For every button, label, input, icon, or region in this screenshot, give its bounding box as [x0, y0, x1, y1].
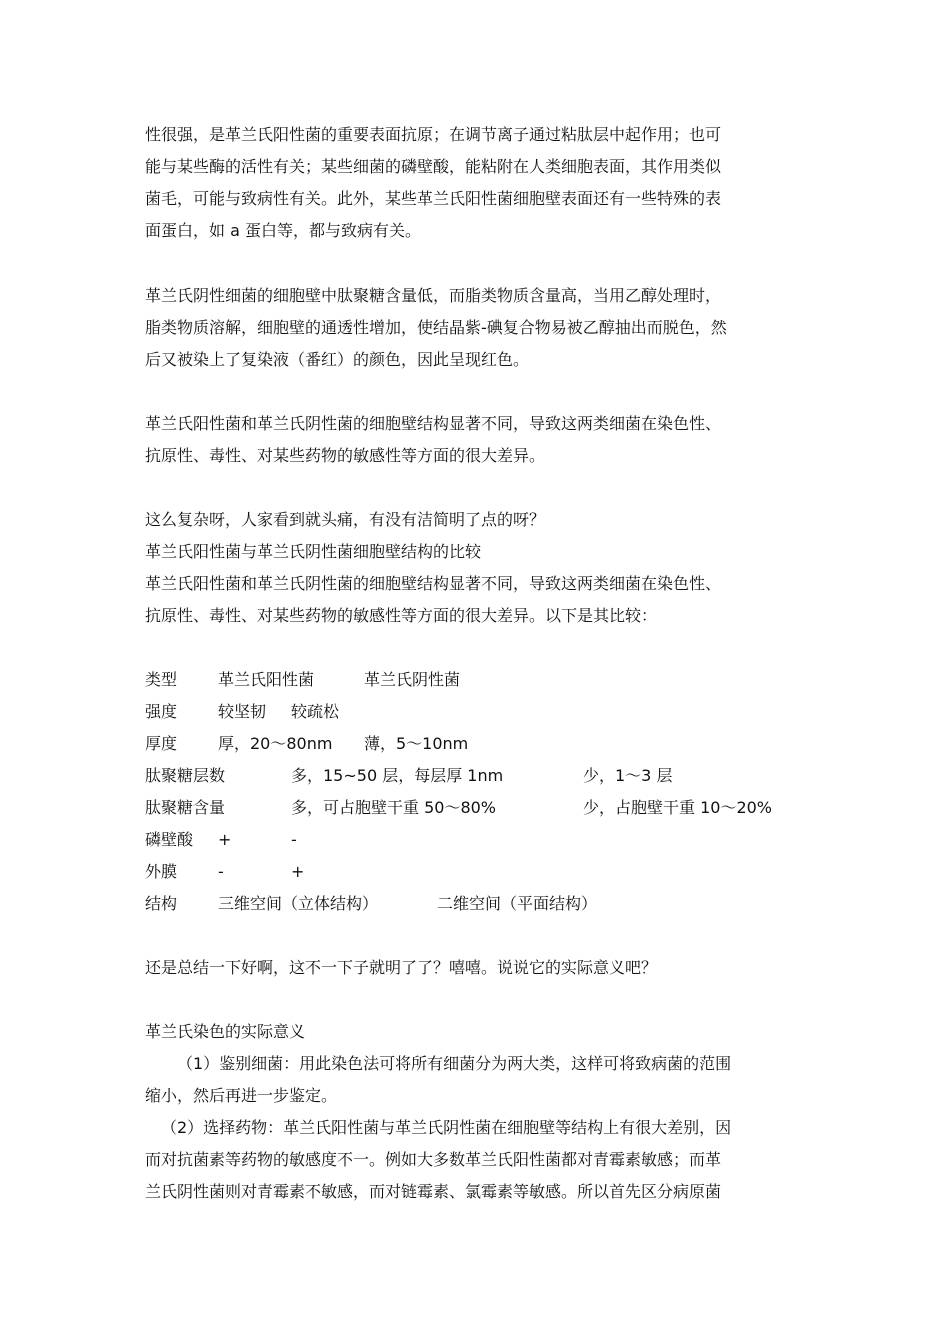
significance-line: 兰氏阴性菌则对青霉素不敏感，而对链霉素、氯霉素等敏感。所以首先区分病原菌 [145, 1182, 722, 1201]
gram-negative-value: 较疏松 [291, 702, 340, 721]
paragraph-1-line: 能与某些酶的活性有关；某些细菌的磷壁酸，能粘附在人类细胞表面，其作用类似 [145, 157, 722, 176]
significance-line: 缩小，然后再进一步鉴定。 [145, 1086, 338, 1105]
paragraph-3-line: 革兰氏阳性菌和革兰氏阴性菌的细胞壁结构显著不同，导致这两类细菌在染色性、 [145, 414, 722, 433]
row-label: 结构 [145, 894, 178, 913]
paragraph-4-line: 这么复杂呀，人家看到就头痛，有没有洁简明了点的呀？ [145, 510, 546, 529]
row-label: 肽聚糖含量 [145, 798, 226, 817]
paragraph-3-line: 抗原性、毒性、对某些药物的敏感性等方面的很大差异。 [145, 446, 546, 465]
section-heading: 革兰氏染色的实际意义 [145, 1022, 306, 1041]
significance-line: 而对抗菌素等药物的敏感度不一。例如大多数革兰氏阳性菌都对青霉素敏感；而革 [145, 1150, 722, 1169]
paragraph-4-line: 抗原性、毒性、对某些药物的敏感性等方面的很大差异。以下是其比较： [145, 606, 658, 625]
row-label: 外膜 [145, 862, 178, 881]
gram-positive-value: + [218, 830, 232, 849]
row-label: 肽聚糖层数 [145, 766, 226, 785]
row-label: 强度 [145, 702, 178, 721]
paragraph-1-line: 性很强，是革兰氏阳性菌的重要表面抗原；在调节离子通过粘肽层中起作用；也可 [145, 125, 722, 144]
row-label: 厚度 [145, 734, 178, 753]
row-label: 类型 [145, 670, 178, 689]
gram-positive-value: 较坚韧 [218, 702, 267, 721]
paragraph-2-line: 后又被染上了复染液（番红）的颜色，因此呈现红色。 [145, 350, 530, 369]
significance-line: （1）鉴别细菌：用此染色法可将所有细菌分为两大类，这样可将致病菌的范围 [177, 1054, 732, 1073]
paragraph-1-line: 菌毛，可能与致病性有关。此外，某些革兰氏阳性菌细胞壁表面还有一些特殊的表 [145, 189, 722, 208]
paragraph-2-line: 革兰氏阴性细菌的细胞壁中肽聚糖含量低，而脂类物质含量高，当用乙醇处理时， [145, 286, 722, 305]
row-label: 磷壁酸 [145, 830, 194, 849]
gram-positive-value: 三维空间（立体结构） [218, 894, 379, 913]
gram-positive-value: 多，可占胞壁干重 50～80% [291, 798, 497, 817]
gram-negative-value: - [291, 830, 297, 849]
gram-negative-value: 少，占胞壁干重 10～20% [583, 798, 773, 817]
gram-positive-value: 厚，20～80nm [218, 734, 333, 753]
gram-negative-value: 少，1～3 层 [583, 766, 673, 785]
gram-positive-value: 多，15~50 层，每层厚 1nm [291, 766, 504, 785]
gram-negative-value: + [291, 862, 305, 881]
comparison-title: 革兰氏阳性菌与革兰氏阴性菌细胞壁结构的比较 [145, 542, 482, 561]
gram-negative-value: 革兰氏阴性菌 [364, 670, 461, 689]
paragraph-1-line: 面蛋白，如 a 蛋白等，都与致病有关。 [145, 221, 421, 240]
gram-positive-value: - [218, 862, 224, 881]
gram-positive-value: 革兰氏阳性菌 [218, 670, 315, 689]
gram-negative-value: 薄，5～10nm [364, 734, 469, 753]
significance-line: （2）选择药物：革兰氏阳性菌与革兰氏阴性菌在细胞壁等结构上有很大差别，因 [161, 1118, 732, 1137]
gram-negative-value: 二维空间（平面结构） [437, 894, 598, 913]
summary-line: 还是总结一下好啊，这不一下子就明了了？嘻嘻。说说它的实际意义吧？ [145, 958, 658, 977]
paragraph-4-line: 革兰氏阳性菌和革兰氏阴性菌的细胞壁结构显著不同，导致这两类细菌在染色性、 [145, 574, 722, 593]
paragraph-2-line: 脂类物质溶解，细胞壁的通透性增加，使结晶紫-碘复合物易被乙醇抽出而脱色，然 [145, 318, 727, 337]
